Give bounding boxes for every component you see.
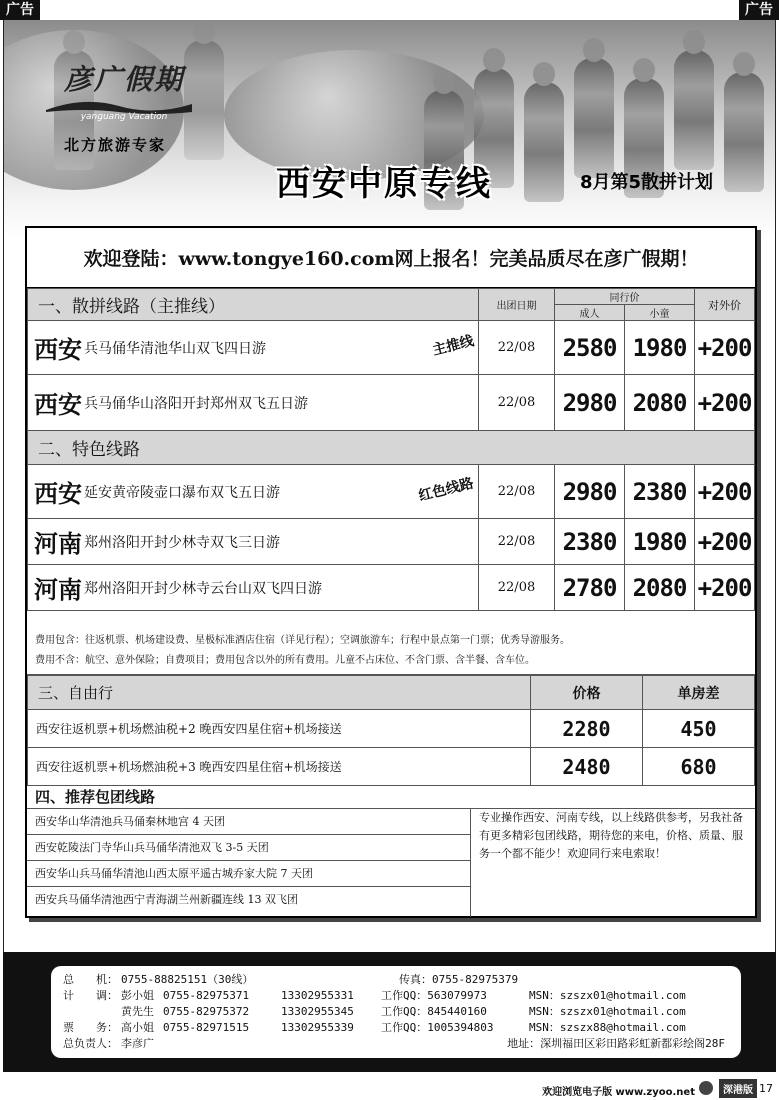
site-text: 欢迎浏览电子版 www.zyoo.net	[542, 1087, 695, 1098]
route-date: 22/08	[479, 321, 555, 375]
bottom-bar	[0, 1076, 779, 1100]
contact-mobile: 13302955331	[281, 989, 354, 1002]
route-city: 河南	[34, 529, 82, 558]
logo-title: 彦广假期	[63, 63, 184, 96]
route-stamp: 红色线路	[417, 475, 476, 505]
column-child: 小童	[625, 305, 695, 321]
route-city: 西安	[34, 390, 82, 419]
contact-qq: 工作QQ：563079973	[381, 989, 487, 1002]
column-single-supplement: 单房差	[643, 676, 755, 710]
route-cell	[28, 465, 479, 519]
outside-price: +200	[695, 321, 755, 375]
plan-subtitle: 8月第5散拼计划	[580, 172, 714, 193]
table-row	[28, 565, 755, 611]
contact-name: 黄先生	[121, 1005, 154, 1018]
route-date: 22/08	[479, 565, 555, 611]
fee-notes	[27, 627, 755, 675]
adult-price: 2580	[555, 321, 625, 375]
fax-number: 0755-82975379	[432, 973, 519, 986]
outside-price: +200	[695, 465, 755, 519]
outside-price: +200	[695, 565, 755, 611]
route-desc: 兵马俑华清池华山双飞四日游	[84, 340, 266, 357]
child-price: 2080	[625, 565, 695, 611]
ad-tag-right: 广告	[739, 0, 779, 20]
contact-row	[63, 988, 729, 1004]
ad-tag-left: 广告	[0, 0, 40, 20]
table-row	[28, 519, 755, 565]
logo-english: yanguang Vacation	[80, 112, 168, 122]
contact-row	[63, 972, 729, 988]
free-route: 西安往返机票+机场燃油税+3 晚西安四星住宿+机场接送	[28, 748, 531, 786]
route-desc: 延安黄帝陵壶口瀑布双飞五日游	[84, 484, 280, 501]
route-cell	[28, 565, 479, 611]
section-title: 一、散拼线路（主推线）	[28, 289, 479, 321]
package-list	[27, 809, 471, 917]
route-cell	[28, 321, 479, 375]
header-banner	[4, 20, 775, 240]
free-price: 2280	[531, 710, 643, 748]
page-number: 17	[759, 1082, 773, 1095]
table-row	[28, 465, 755, 519]
child-price: 2080	[625, 375, 695, 431]
route-desc: 郑州洛阳开封少林寺双飞三日游	[84, 534, 280, 551]
edition-badge	[699, 1081, 713, 1095]
fees-included: 费用包含：往返机票、机场建设费、星极标准酒店住宿（详见行程）；空调旅游车；行程中景点第一门票；优秀导游服务。	[35, 635, 570, 646]
route-desc: 郑州洛阳开封少林寺云台山双飞四日游	[84, 580, 322, 597]
contact-phone: 0755-82971515	[163, 1021, 250, 1034]
adult-price: 2380	[555, 519, 625, 565]
edition-label: 深港版	[719, 1079, 757, 1098]
free-travel-table	[27, 675, 755, 786]
contact-panel	[51, 966, 741, 1058]
route-table	[27, 288, 755, 611]
table-row	[28, 321, 755, 375]
section-title: 二、特色线路	[28, 431, 755, 465]
column-date: 出团日期	[479, 289, 555, 321]
contact-qq: 工作QQ：845440160	[381, 1005, 487, 1018]
warrior-figure	[524, 82, 564, 202]
section-title: 三、自由行	[28, 676, 531, 710]
contact-phone: 0755-82975372	[163, 1005, 250, 1018]
contact-msn: MSN：szszx01@hotmail.com	[529, 989, 686, 1002]
welcome-banner: 欢迎登陆：www.tongye160.com网上报名！完美品质尽在彦广假期！	[27, 228, 755, 288]
warrior-figure	[724, 72, 764, 192]
outside-price: +200	[695, 519, 755, 565]
warrior-figure	[674, 50, 714, 170]
list-item: 西安兵马俑华清池西宁青海湖兰州新疆连线 13 双飞团	[27, 887, 471, 917]
table-row	[28, 710, 755, 748]
free-price: 2480	[531, 748, 643, 786]
adult-price: 2780	[555, 565, 625, 611]
contact-msn: MSN：szszx88@hotmail.com	[529, 1021, 686, 1034]
contact-row	[63, 1004, 729, 1020]
route-desc: 兵马俑华山洛阳开封郑州双飞五日游	[84, 395, 308, 412]
ad-page	[3, 20, 776, 1072]
column-adult: 成人	[555, 305, 625, 321]
child-price: 1980	[625, 519, 695, 565]
child-price: 1980	[625, 321, 695, 375]
contact-label: 总负责人：	[63, 1037, 118, 1050]
fees-excluded: 费用不含：航空、意外保险；自费项目；费用包含以外的所有费用。儿童不占床位、不含门票、含半餐、含车位。	[35, 655, 535, 666]
list-item: 西安乾陵法门寺华山兵马俑华清池双飞 3-5 天团	[27, 835, 471, 861]
logo-slogan: 北方旅游专家	[64, 136, 167, 154]
contact-qq: 工作QQ：1005394803	[381, 1021, 494, 1034]
route-city: 西安	[34, 335, 82, 364]
warrior-figure	[574, 58, 614, 178]
list-item: 西安华山兵马俑华清池山西太原平遥古城乔家大院 7 天团	[27, 861, 471, 887]
contact-head: 李彦广	[121, 1037, 154, 1050]
route-cell	[28, 375, 479, 431]
section-title: 四、推荐包团线路	[27, 785, 755, 809]
section-header	[28, 431, 755, 465]
route-date: 22/08	[479, 519, 555, 565]
contact-label: 计 调：	[63, 989, 118, 1002]
contact-row	[63, 1020, 729, 1036]
column-price: 价格	[531, 676, 643, 710]
column-outside-price: 对外价	[695, 289, 755, 321]
contact-msn: MSN：szszx01@hotmail.com	[529, 1005, 686, 1018]
fax-label: 传真：	[399, 973, 432, 986]
table-row	[28, 375, 755, 431]
table-row	[28, 748, 755, 786]
route-box	[25, 226, 757, 918]
adult-price: 2980	[555, 465, 625, 519]
free-route: 西安往返机票+机场燃油税+2 晚西安四星住宿+机场接送	[28, 710, 531, 748]
route-date: 22/08	[479, 465, 555, 519]
route-date: 22/08	[479, 375, 555, 431]
outside-price: +200	[695, 375, 755, 431]
route-stamp: 主推线	[430, 333, 476, 359]
column-peer-price: 同行价	[555, 289, 695, 305]
contact-label: 总 机：	[63, 973, 118, 986]
contact-name: 彭小姐	[121, 989, 154, 1002]
contact-label: 票 务：	[63, 1021, 118, 1034]
address: 地址：深圳福田区彩田路彩虹新都彩绘阁28F	[507, 1037, 725, 1050]
section-header	[28, 289, 755, 305]
route-cell	[28, 519, 479, 565]
footer	[3, 952, 776, 1072]
section-header	[28, 676, 755, 710]
contact-mobile: 13302955339	[281, 1021, 354, 1034]
route-city: 河南	[34, 575, 82, 604]
single-supplement: 450	[643, 710, 755, 748]
child-price: 2380	[625, 465, 695, 519]
package-note: 专业操作西安、河南专线，以上线路供参考，另我社备有更多精彩包团线路，期待您的来电，价格、质量、服务一个都不能少！欢迎同行来电索取！	[479, 811, 743, 860]
route-city: 西安	[34, 479, 82, 508]
contact-phone: 0755-82975371	[163, 989, 250, 1002]
switchboard-number: 0755-88825151（30线）	[121, 973, 254, 986]
adult-price: 2980	[555, 375, 625, 431]
contact-name: 高小姐	[121, 1021, 154, 1034]
list-item: 西安华山华清池兵马俑秦林地宫 4 天团	[27, 809, 471, 835]
contact-mobile: 13302955345	[281, 1005, 354, 1018]
page-title: 西安中原专线	[276, 164, 492, 204]
single-supplement: 680	[643, 748, 755, 786]
